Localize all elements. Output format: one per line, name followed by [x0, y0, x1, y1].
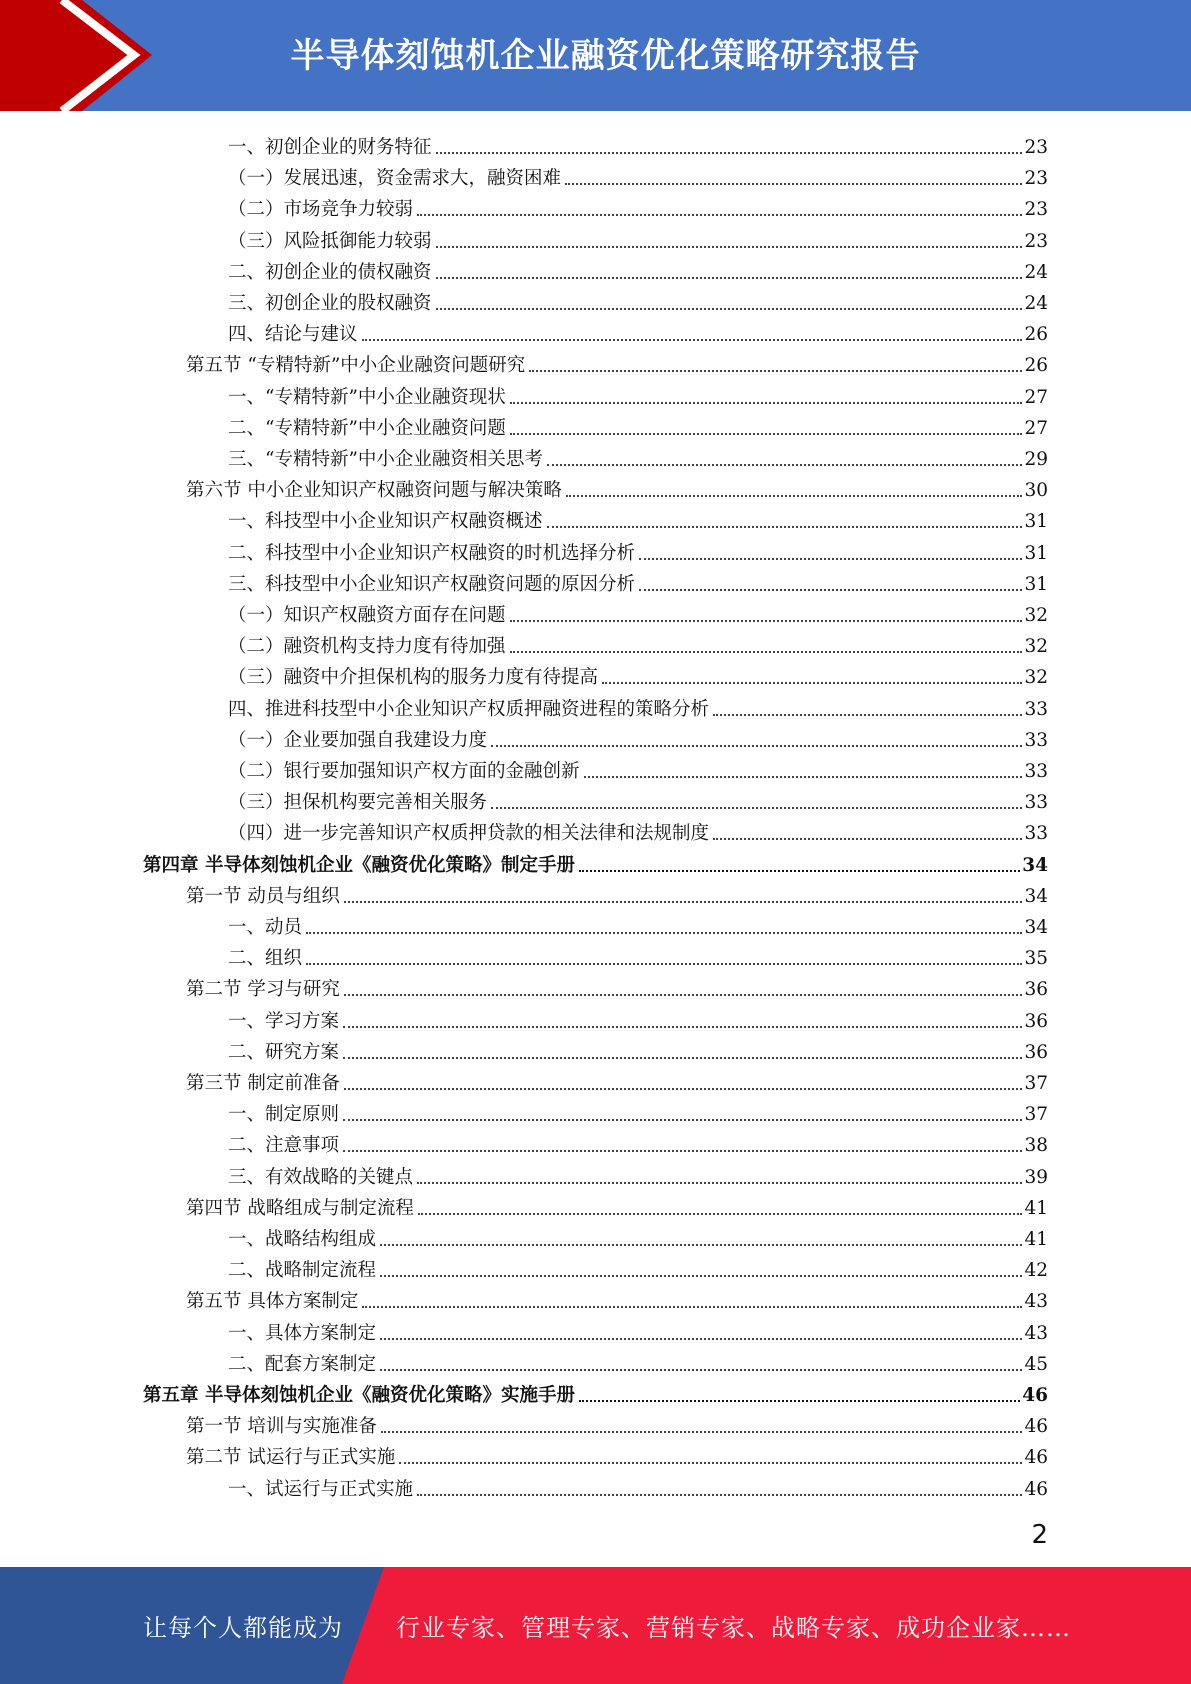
toc-entry-label: 一、具体方案制定: [228, 1322, 377, 1344]
toc-entry-page: 46: [1024, 1416, 1048, 1438]
toc-entry[interactable]: [186, 346, 1048, 377]
toc-entry-label: 第五章 半导体刻蚀机企业《融资优化策略》实施手册: [143, 1385, 575, 1406]
toc-entry-label: 第一节 动员与组织: [186, 885, 340, 907]
toc-entry-page: 45: [1024, 1353, 1048, 1375]
toc-dot-leader: [547, 526, 1023, 528]
toc-entry-label: 第三节 制定前准备: [186, 1073, 340, 1094]
toc-dot-leader: [417, 1182, 1022, 1184]
toc-dot-leader: [565, 183, 1022, 185]
page-footer: [0, 1567, 1191, 1684]
toc-entry-page: 42: [1024, 1260, 1048, 1282]
toc-entry-page: 33: [1024, 823, 1048, 845]
toc-dot-leader: [306, 932, 1022, 934]
toc-entry[interactable]: [228, 315, 1048, 346]
toc-entry-page: 37: [1024, 1073, 1048, 1094]
toc-entry-page: 32: [1024, 667, 1048, 689]
toc-entry-label: （四）进一步完善知识产权质押贷款的相关法律和法规制度: [228, 823, 710, 845]
toc-entry-page: 32: [1024, 605, 1048, 626]
toc-entry-page: 27: [1024, 386, 1048, 408]
toc-entry-page: 46: [1024, 1478, 1048, 1500]
toc-entry[interactable]: [186, 1064, 1048, 1095]
toc-dot-leader: [417, 1494, 1022, 1496]
toc-entry-page: 36: [1024, 1010, 1048, 1032]
toc-entry[interactable]: [186, 970, 1048, 1001]
toc-entry[interactable]: [228, 159, 1048, 190]
toc-entry-label: 二、战略制定流程: [228, 1260, 377, 1282]
toc-entry-page: 23: [1024, 199, 1048, 221]
toc-entry-label: 二、配套方案制定: [228, 1353, 377, 1375]
toc-entry-page: 34: [1022, 854, 1048, 876]
toc-dot-leader: [306, 963, 1022, 965]
toc-entry-label: （三）风险抵御能力较弱: [228, 230, 432, 252]
toc-entry-page: 41: [1024, 1229, 1048, 1250]
toc-entry[interactable]: [228, 222, 1048, 253]
toc-entry[interactable]: [228, 721, 1048, 752]
toc-entry[interactable]: [186, 1407, 1048, 1438]
toc-entry-page: 29: [1024, 449, 1048, 470]
toc-dot-leader: [713, 838, 1022, 840]
toc-dot-leader: [491, 807, 1022, 809]
toc-dot-leader: [344, 994, 1023, 996]
toc-entry-label: （二）银行要加强知识产权方面的金融创新: [228, 761, 580, 782]
toc-dot-leader: [639, 589, 1022, 591]
toc-dot-leader: [344, 901, 1023, 903]
toc-entry-page: 37: [1024, 1104, 1048, 1126]
toc-dot-leader: [639, 558, 1022, 560]
toc-entry-label: 第六节 中小企业知识产权融资问题与解决策略: [186, 480, 562, 502]
toc-entry-page: 41: [1024, 1197, 1048, 1219]
toc-entry-label: 一、学习方案: [228, 1010, 340, 1032]
toc-entry-label: 三、科技型中小企业知识产权融资问题的原因分析: [228, 573, 636, 595]
toc-entry-label: 一、制定原则: [228, 1104, 340, 1126]
toc-entry-label: （三）融资中介担保机构的服务力度有待提高: [228, 667, 599, 689]
toc-dot-leader: [362, 339, 1023, 341]
toc-entry[interactable]: [228, 284, 1048, 315]
toc-entry-page: 26: [1024, 324, 1048, 346]
report-title: 半导体刻蚀机企业融资优化策略研究报告: [290, 35, 921, 76]
toc-entry[interactable]: [228, 1033, 1048, 1064]
toc-entry-label: 一、“专精特新”中小企业融资现状: [228, 386, 506, 408]
toc-entry[interactable]: [228, 1126, 1048, 1157]
toc-entry[interactable]: [228, 1345, 1048, 1376]
toc-dot-leader: [381, 1431, 1023, 1433]
toc-dot-leader: [343, 1026, 1022, 1028]
toc-dot-leader: [380, 1244, 1022, 1246]
toc-dot-leader: [436, 308, 1023, 310]
toc-entry-page: 33: [1024, 792, 1048, 814]
page-header: [0, 0, 1191, 111]
toc-dot-leader: [510, 433, 1023, 435]
toc-dot-leader: [579, 1400, 1020, 1402]
toc-entry[interactable]: [186, 1438, 1048, 1469]
toc-dot-leader: [547, 464, 1023, 466]
toc-entry-page: 31: [1024, 542, 1048, 564]
toc-entry-label: 一、初创企业的财务特征: [228, 137, 432, 158]
toc-entry[interactable]: [228, 908, 1048, 939]
toc-entry[interactable]: [228, 378, 1048, 409]
footer-slogan-left: 让每个人都能成为: [143, 1614, 343, 1642]
toc-entry-label: 三、初创企业的股权融资: [228, 293, 432, 314]
toc-entry-page: 43: [1024, 1322, 1048, 1344]
toc-dot-leader: [529, 370, 1022, 372]
toc-entry[interactable]: [143, 846, 1048, 877]
toc-entry[interactable]: [228, 1220, 1048, 1251]
toc-entry-label: 第一节 培训与实施准备: [186, 1416, 377, 1438]
toc-entry[interactable]: [186, 471, 1048, 502]
toc-entry-label: （二）融资机构支持力度有待加强: [228, 636, 506, 658]
toc-entry[interactable]: [228, 1251, 1048, 1282]
toc-entry-label: 第四章 半导体刻蚀机企业《融资优化策略》制定手册: [143, 854, 575, 876]
toc-entry-label: 第四节 战略组成与制定流程: [186, 1197, 414, 1219]
toc-dot-leader: [380, 1369, 1022, 1371]
toc-entry[interactable]: [186, 1282, 1048, 1313]
toc-entry-page: 27: [1024, 417, 1048, 439]
toc-entry-label: 四、推进科技型中小企业知识产权质押融资进程的策略分析: [228, 698, 710, 720]
toc-entry-label: 四、结论与建议: [228, 324, 358, 346]
toc-entry-page: 36: [1024, 979, 1048, 1001]
toc-dot-leader: [436, 152, 1023, 154]
toc-entry-label: 三、有效战略的关键点: [228, 1166, 414, 1188]
toc-dot-leader: [362, 1306, 1022, 1308]
page-number: 2: [1031, 1520, 1048, 1550]
toc-dot-leader: [436, 277, 1023, 279]
toc-entry-label: 第二节 学习与研究: [186, 979, 340, 1001]
toc-entry-label: （一）企业要加强自我建设力度: [228, 729, 488, 751]
toc-entry[interactable]: [228, 596, 1048, 627]
toc-entry-label: 三、“专精特新”中小企业融资相关思考: [228, 449, 543, 470]
toc-entry-label: （一）发展迅速，资金需求大，融资困难: [228, 168, 562, 190]
toc-entry-page: 34: [1024, 917, 1048, 938]
toc-entry[interactable]: [143, 1376, 1048, 1407]
toc-dot-leader: [344, 1088, 1023, 1090]
toc-entry-label: （一）知识产权融资方面存在问题: [228, 605, 506, 626]
toc-entry-label: 第五节 具体方案制定: [186, 1291, 359, 1313]
toc-entry[interactable]: [228, 627, 1048, 658]
toc-entry-page: 24: [1024, 261, 1048, 283]
toc-entry-page: 31: [1024, 573, 1048, 595]
toc-entry-page: 33: [1024, 729, 1048, 751]
toc-entry-page: 34: [1024, 885, 1048, 907]
toc-dot-leader: [436, 246, 1023, 248]
toc-entry[interactable]: [228, 128, 1048, 159]
toc-entry[interactable]: [228, 752, 1048, 783]
toc-entry-page: 32: [1024, 636, 1048, 658]
toc-entry[interactable]: [228, 440, 1048, 471]
toc-entry-page: 23: [1024, 137, 1048, 158]
toc-dot-leader: [584, 776, 1023, 778]
toc-dot-leader: [510, 651, 1023, 653]
toc-entry-label: 二、初创企业的债权融资: [228, 261, 432, 283]
toc-entry[interactable]: [228, 502, 1048, 533]
toc-entry-page: 24: [1024, 293, 1048, 314]
toc-entry-page: 39: [1024, 1166, 1048, 1188]
toc-entry-page: 36: [1024, 1041, 1048, 1063]
toc-entry[interactable]: [228, 783, 1048, 814]
toc-dot-leader: [380, 1275, 1022, 1277]
toc-entry[interactable]: [228, 409, 1048, 440]
footer-slogan-right: 行业专家、管理专家、营销专家、战略专家、成功企业家……: [396, 1614, 1071, 1642]
toc-entry-page: 43: [1024, 1291, 1048, 1313]
toc-dot-leader: [510, 620, 1023, 622]
toc-dot-leader: [491, 745, 1022, 747]
toc-dot-leader: [566, 495, 1023, 497]
toc-entry-label: 一、动员: [228, 917, 303, 938]
toc-entry[interactable]: [228, 814, 1048, 845]
toc-entry[interactable]: [228, 1002, 1048, 1033]
toc-entry-page: 33: [1024, 698, 1048, 720]
toc-entry-page: 23: [1024, 168, 1048, 190]
toc-dot-leader: [510, 402, 1023, 404]
toc-entry[interactable]: [228, 1314, 1048, 1345]
toc-entry-page: 35: [1024, 948, 1048, 970]
toc-entry[interactable]: [228, 253, 1048, 284]
toc-dot-leader: [602, 682, 1022, 684]
toc-entry[interactable]: [186, 1189, 1048, 1220]
toc-entry-label: （三）担保机构要完善相关服务: [228, 792, 488, 814]
toc-dot-leader: [343, 1119, 1022, 1121]
toc-entry-label: 一、试运行与正式实施: [228, 1478, 414, 1500]
toc-entry-label: 第二节 试运行与正式实施: [186, 1447, 396, 1469]
toc-entry[interactable]: [228, 939, 1048, 970]
toc-entry[interactable]: [228, 1095, 1048, 1126]
toc-entry-page: 31: [1024, 511, 1048, 533]
toc-dot-leader: [417, 214, 1022, 216]
toc-dot-leader: [418, 1213, 1023, 1215]
toc-entry-page: 30: [1024, 480, 1048, 502]
toc-entry-page: 26: [1024, 355, 1048, 377]
toc-entry-label: 一、科技型中小企业知识产权融资概述: [228, 511, 543, 533]
toc-dot-leader: [579, 870, 1020, 872]
toc-dot-leader: [380, 1338, 1022, 1340]
toc-entry-label: （二）市场竞争力较弱: [228, 199, 414, 221]
toc-entry-page: 46: [1024, 1447, 1048, 1469]
toc-entry-page: 38: [1024, 1135, 1048, 1157]
toc-entry[interactable]: [228, 1158, 1048, 1189]
toc-entry[interactable]: [186, 877, 1048, 908]
toc-entry[interactable]: [228, 690, 1048, 721]
toc-entry[interactable]: [228, 534, 1048, 565]
toc-entry-label: 二、“专精特新”中小企业融资问题: [228, 417, 506, 439]
toc-entry-label: 二、组织: [228, 948, 303, 970]
toc-entry-page: 46: [1022, 1385, 1048, 1406]
toc-entry[interactable]: [228, 190, 1048, 221]
toc-entry-page: 23: [1024, 230, 1048, 252]
toc-dot-leader: [343, 1150, 1022, 1152]
toc-entry[interactable]: [228, 658, 1048, 689]
toc-entry-label: 二、科技型中小企业知识产权融资的时机选择分析: [228, 542, 636, 564]
toc-dot-leader: [343, 1057, 1022, 1059]
toc-dot-leader: [713, 714, 1022, 716]
toc-entry-label: 第五节 “专精特新”中小企业融资问题研究: [186, 355, 526, 377]
toc-entry-page: 33: [1024, 761, 1048, 782]
toc-entry-label: 一、战略结构组成: [228, 1229, 377, 1250]
toc-entry-label: 二、研究方案: [228, 1041, 340, 1063]
toc-entry-label: 二、注意事项: [228, 1135, 340, 1157]
toc-dot-leader: [399, 1462, 1022, 1464]
toc-entry[interactable]: [228, 1470, 1048, 1501]
toc-entry[interactable]: [228, 565, 1048, 596]
